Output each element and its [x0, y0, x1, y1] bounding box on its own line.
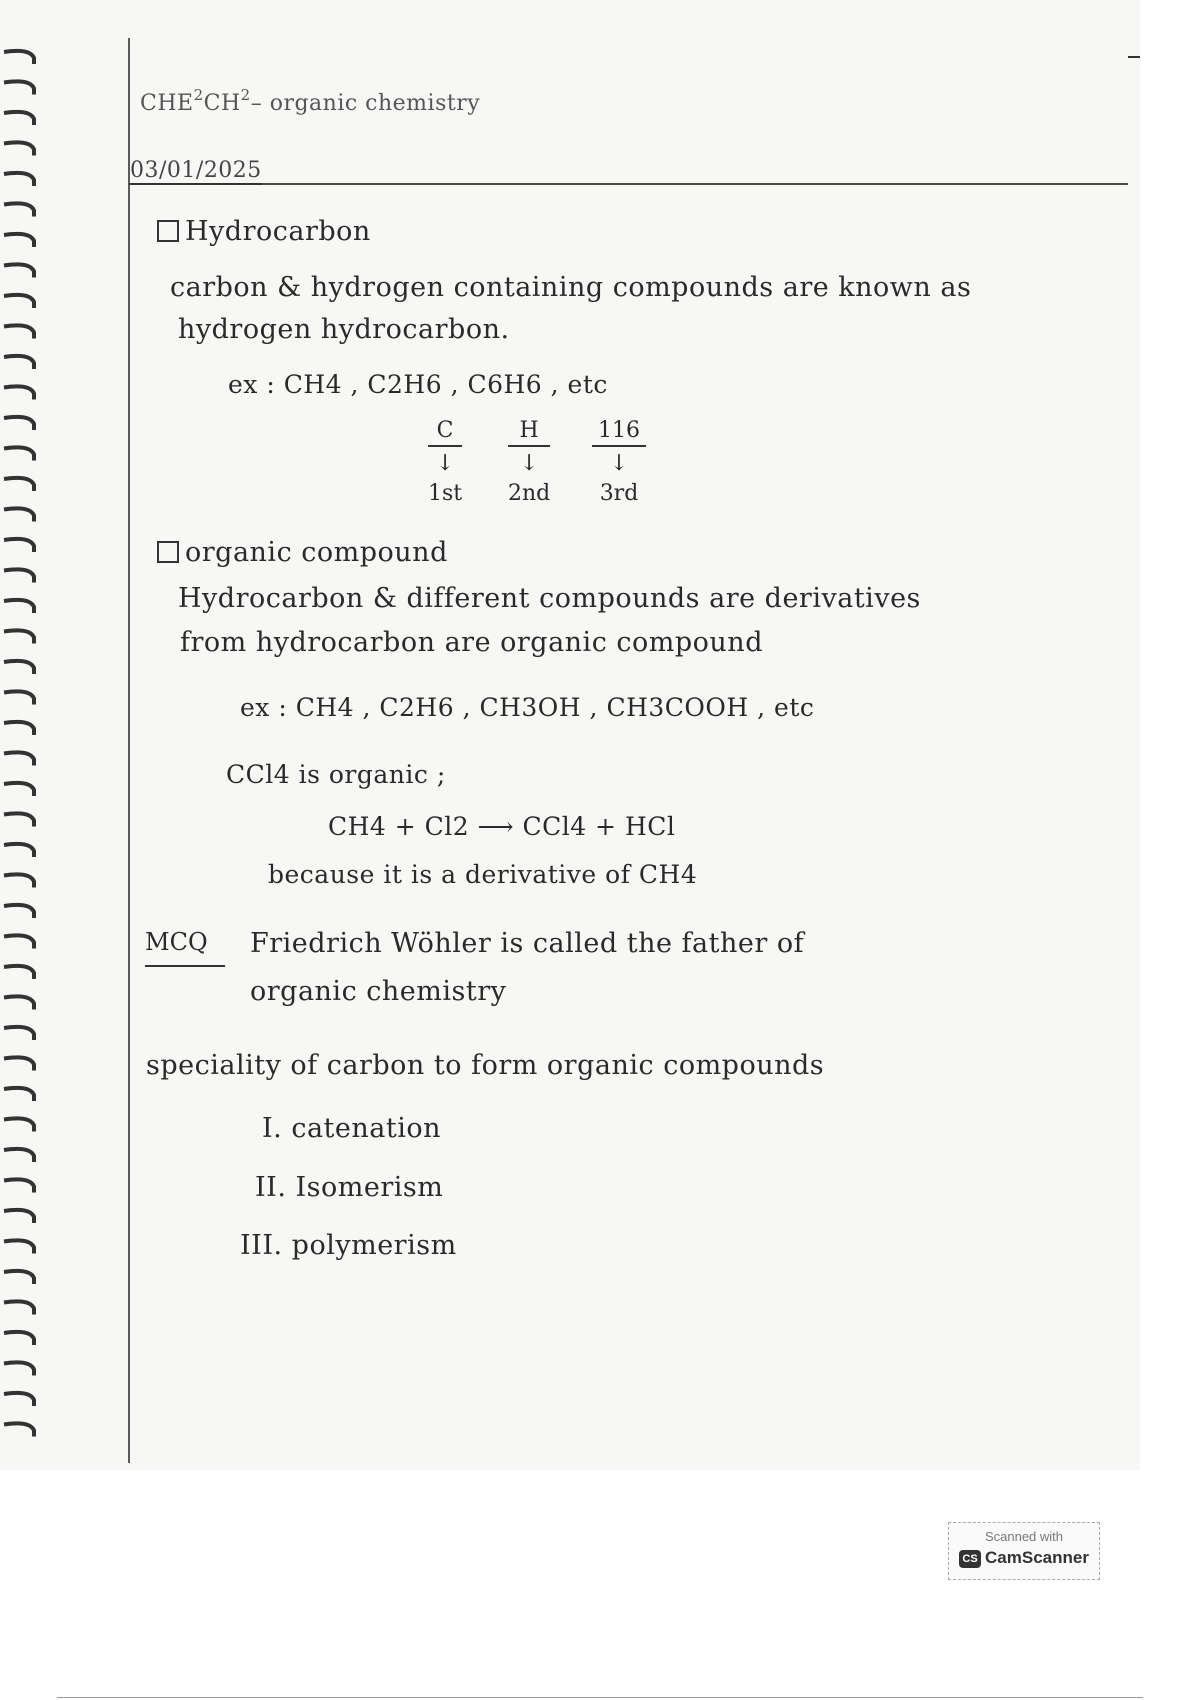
mcq-label: MCQ — [145, 928, 208, 956]
down-arrow-icon: ↓ — [435, 451, 455, 476]
organic-heading — [157, 537, 448, 568]
course-prefix: CHE — [140, 91, 194, 116]
hydrocarbon-def-line1: carbon & hydrogen containing compounds are known as — [170, 272, 972, 303]
camscanner-logo-icon: CS — [959, 1550, 981, 1568]
organic-line2: from hydrocarbon are organic compound — [180, 627, 763, 658]
spiral-ring — [4, 752, 34, 765]
element-rank: 2nd — [508, 481, 551, 506]
checkbox-icon — [157, 220, 179, 242]
spiral-ring — [4, 325, 34, 338]
organic-examples: ex : CH4 , C2H6 , CH3OH , CH3COOH , etc — [240, 693, 815, 722]
spiral-ring — [4, 447, 34, 460]
hydrocarbon-heading-text: Hydrocarbon — [185, 216, 371, 247]
speciality-item-2: II. Isomerism — [255, 1172, 444, 1203]
spiral-ring — [4, 112, 34, 125]
speciality-item-3: III. polymerism — [240, 1230, 457, 1261]
spiral-ring — [4, 844, 34, 857]
ccl4-line: CCl4 is organic ; — [226, 760, 446, 789]
badge-line2: CamScanner — [985, 1548, 1089, 1567]
spiral-ring — [4, 1027, 34, 1040]
spiral-ring — [4, 51, 34, 64]
spiral-ring — [4, 81, 34, 94]
spiral-ring — [4, 874, 34, 887]
element-c — [428, 418, 462, 506]
spiral-binding — [0, 40, 50, 1470]
speciality-heading: speciality of carbon to form organic compounds — [146, 1050, 825, 1081]
spiral-ring — [4, 356, 34, 369]
header-rule — [128, 183, 1128, 185]
bottom-rule — [57, 1697, 1143, 1698]
spiral-ring — [4, 1393, 34, 1406]
spiral-ring — [4, 783, 34, 796]
spiral-ring — [4, 173, 34, 186]
reaction-equation: CH4 + Cl2 ⟶ CCl4 + HCl — [328, 812, 676, 841]
spiral-ring — [4, 417, 34, 430]
course-suffix: – organic chemistry — [250, 91, 481, 116]
spiral-ring — [4, 508, 34, 521]
spiral-ring — [4, 600, 34, 613]
hydrocarbon-heading — [157, 216, 371, 247]
spiral-ring — [4, 569, 34, 582]
spiral-ring — [4, 1362, 34, 1375]
spiral-ring — [4, 935, 34, 948]
checkbox-icon — [157, 541, 179, 563]
hydrocarbon-def-line2: hydrogen hydrocarbon. — [178, 314, 510, 345]
down-arrow-icon: ↓ — [519, 451, 539, 476]
down-arrow-icon: ↓ — [609, 451, 629, 476]
spiral-ring — [4, 203, 34, 216]
mcq-underline — [145, 965, 225, 967]
spiral-ring — [4, 1118, 34, 1131]
element-symbol: C — [428, 418, 462, 447]
spiral-ring — [4, 1423, 34, 1436]
spiral-ring — [4, 1149, 34, 1162]
spiral-ring — [4, 386, 34, 399]
spiral-ring — [4, 661, 34, 674]
spiral-ring — [4, 996, 34, 1009]
element-symbol: 116 — [592, 418, 646, 447]
spiral-ring — [4, 1057, 34, 1070]
mcq-line1: Friedrich Wöhler is called the father of — [250, 928, 805, 959]
because-line: because it is a derivative of CH4 — [268, 860, 698, 889]
spiral-ring — [4, 1271, 34, 1284]
spiral-ring — [4, 1240, 34, 1253]
camscanner-badge — [948, 1522, 1100, 1580]
spiral-ring — [4, 966, 34, 979]
element-rank: 1st — [428, 481, 463, 506]
spiral-ring — [4, 691, 34, 704]
spiral-ring — [4, 1179, 34, 1192]
course-sup-1: 2 — [193, 86, 204, 104]
organic-line1: Hydrocarbon & different compounds are derivatives — [178, 583, 921, 614]
spiral-ring — [4, 539, 34, 552]
spiral-ring — [4, 1088, 34, 1101]
spiral-ring — [4, 813, 34, 826]
course-sup-2: 2 — [240, 86, 251, 104]
margin-line — [128, 38, 130, 1463]
course-mid: CH — [203, 91, 241, 116]
badge-line2-wrap — [949, 1548, 1099, 1568]
spiral-ring — [4, 264, 34, 277]
element-symbol: H — [508, 418, 550, 447]
mcq-line2: organic chemistry — [250, 976, 507, 1007]
spiral-ring — [4, 295, 34, 308]
corner-dash — [1128, 56, 1140, 58]
spiral-ring — [4, 905, 34, 918]
spiral-ring — [4, 478, 34, 491]
badge-line1: Scanned with — [984, 1529, 1064, 1544]
date: 03/01/2025 — [130, 158, 262, 183]
organic-heading-text: organic compound — [185, 537, 448, 568]
hydrocarbon-examples: ex : CH4 , C2H6 , C6H6 , etc — [228, 370, 608, 399]
spiral-ring — [4, 1301, 34, 1314]
element-116 — [592, 418, 646, 506]
course-title — [140, 86, 480, 116]
spiral-ring — [4, 1332, 34, 1345]
spiral-ring — [4, 1210, 34, 1223]
element-rank: 3rd — [599, 481, 639, 506]
spiral-ring — [4, 722, 34, 735]
element-h — [508, 418, 550, 506]
spiral-ring — [4, 234, 34, 247]
spiral-ring — [4, 630, 34, 643]
speciality-item-1: I. catenation — [262, 1113, 441, 1144]
spiral-ring — [4, 142, 34, 155]
